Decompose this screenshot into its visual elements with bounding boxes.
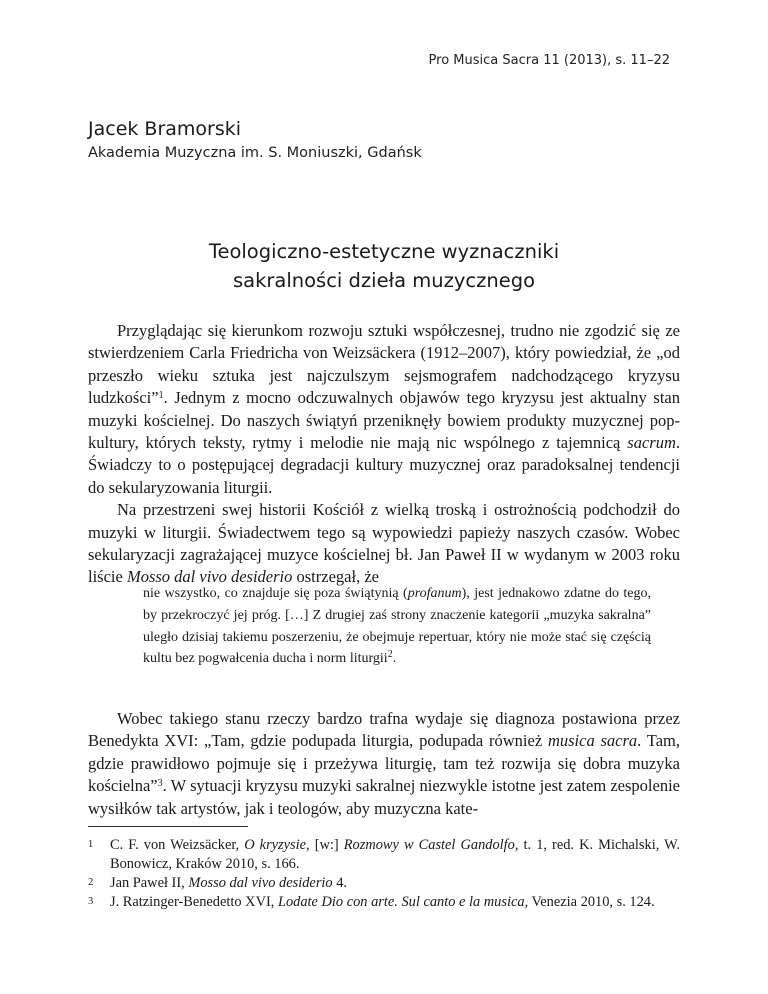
footnote-ref-1[interactable]: 1 (158, 390, 164, 402)
paragraph-2: Na przestrzeni swej historii Kościół z wielką troską i ostrożnością podchodził do muzyki w liturgii. Świadectwem tego są wypowiedzi papieży naszych czasów. Wobec sekularyzacji zagrażającej muzyce kościelnej bł. Jan Paweł II w wydanym w 2003 roku liście Mosso dal vivo desiderio ostrzegał, że (88, 500, 680, 587)
article-title (88, 237, 680, 295)
paragraph-3: Wobec takiego stanu rzeczy bardzo trafna wydaje się diagnoza postawiona przez Benedykta XVI: „Tam, gdzie podupada liturgia, podupada również musica sacra. Tam, gdzie prawidłowo pojmuje się i przeżywa liturgię, tam też rozwija się dobra muzyka kościelna”$^3$. W sytuacji kryzysu muzyki sakralnej niezwykle istotne jest zatem zespolenie wysiłków tak artystów, jak i teologów, aby muzyczna kate- (88, 709, 680, 818)
footnote-2: 2 Jan Paweł II, Mosso dal vivo desiderio 4. (88, 874, 348, 891)
footnotes (88, 836, 680, 912)
article-body-top (88, 320, 680, 589)
footnote-ref-2[interactable]: 2 (387, 649, 393, 661)
title-line-1: Teologiczno-estetyczne wyznaczniki (208, 240, 560, 263)
footnote-ref-3[interactable]: 3 (157, 778, 163, 790)
paragraph-1: Przyglądając się kierunkom rozwoju sztuki współczesnej, trudno nie zgodzić się ze stwierdzeniem Carla Friedricha von Weizsäckera (1912–2007), który powiedział, że „od przeszło wieku sztuka jest najczulszym sejsmografem nadchodzącego kryzysu ludzkości”$^1$. Jednym z mocno odczuwalnych objawów tego kryzysu jest aktualny stan muzyki kościelnej. Do naszych świątyń przeniknęły bowiem produkty muzycznej pop-kultury, których teksty, rytmy i melodie nie mają nic wspólnego z tajemnicą sacrum. Świadczy to o postępującej degradacji kultury muzycznej oraz paradoksalnej tendencji do sekularyzowania liturgii. (88, 321, 680, 497)
footnote-divider (88, 826, 248, 827)
journal-citation: Pro Musica Sacra 11 (2013), s. 11–22 (428, 53, 670, 68)
author-affiliation: Akademia Muzyczna im. S. Moniuszki, Gdańsk (88, 145, 422, 161)
article-body-bottom (88, 708, 680, 820)
block-quote: nie wszystko, co znajduje się poza świątynią (profanum), jest jednakowo zdatne do tego, by przekroczyć jej próg. […] Z drugiej zaś strony znaczenie kategorii „muzyka sakralna” uległo dzisiaj takiemu poszerzeniu, że obejmuje repertuar, który nie może stać się częścią kultu bez pogwałcenia ducha i norm liturgii$^2$. (143, 586, 651, 667)
title-line-2: sakralności dzieła muzycznego (232, 269, 536, 292)
author-name: Jacek Bramorski (88, 118, 242, 140)
footnote-1: 1 C. F. von Weizsäcker, O kryzysie, [w:] Rozmowy w Castel Gandolfo, t. 1, red. K. Michalski, W. Bonowicz, Kraków 2010, s. 166. (88, 837, 680, 872)
footnote-3: 3 J. Ratzinger-Benedetto XVI, Lodate Dio con arte. Sul canto e la musica, Venezia 2010, s. 124. (88, 893, 655, 910)
